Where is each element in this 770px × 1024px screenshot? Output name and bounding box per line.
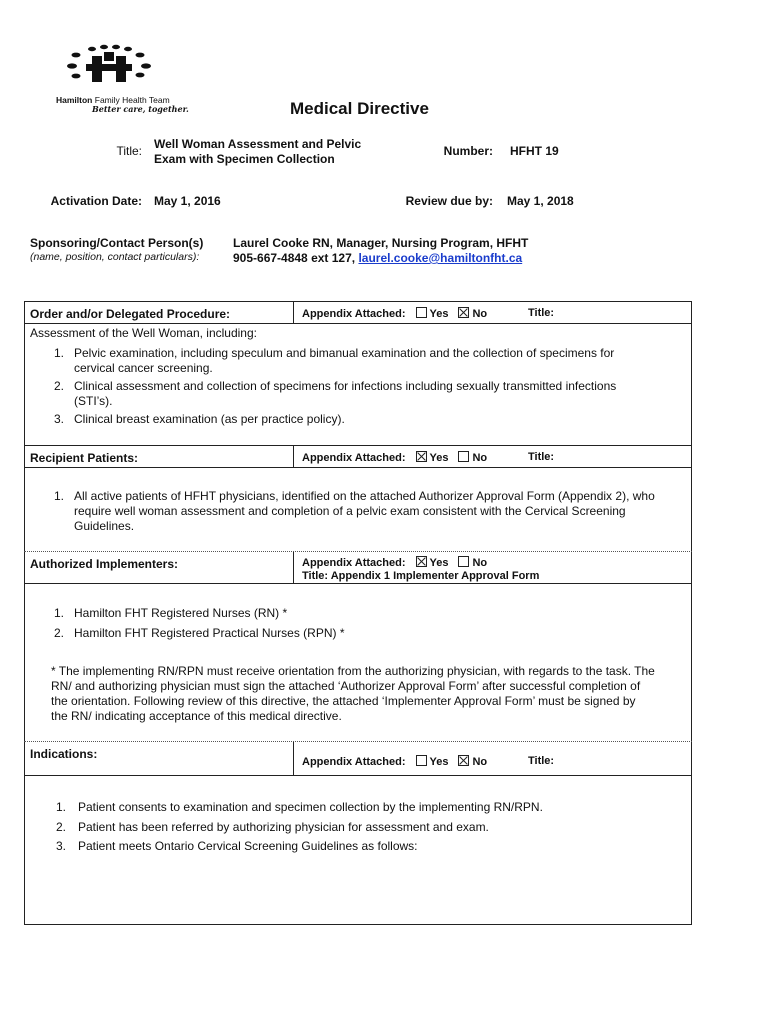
recipient-heading: Recipient Patients: bbox=[30, 451, 139, 465]
recipient-appendix-row: Appendix Attached: Yes No bbox=[302, 452, 488, 464]
implementers-heading: Authorized Implementers: bbox=[30, 557, 179, 571]
implementers-note: * The implementing RN/RPN must receive orientation from the authorizing physician, with regards to the task. The RN/ and authorizing physician must sign the attached ‘Authorizer Approval Form’ after successful completion of the orientation. Following review of this directive, the attached ‘Implementer Approval Form’ must be signed by the RN/ indicating acceptance of this medical directive. bbox=[51, 664, 655, 723]
sponsor-contact bbox=[233, 251, 522, 265]
directive-number: HFHT 19 bbox=[510, 144, 559, 158]
logo-tagline: Better care, together. bbox=[92, 104, 189, 114]
review-due-label: Review due by: bbox=[405, 194, 493, 208]
implementers-yes-checkbox[interactable] bbox=[416, 556, 427, 567]
sponsor-name: Laurel Cooke RN, Manager, Nursing Program, HFHT bbox=[233, 236, 529, 250]
order-no-checkbox[interactable] bbox=[458, 307, 469, 318]
activation-date: May 1, 2016 bbox=[154, 194, 221, 208]
logo-name: Hamilton Family Health Team bbox=[56, 95, 170, 105]
number-label: Number: bbox=[443, 144, 493, 158]
recipient-yes-checkbox[interactable] bbox=[416, 451, 427, 462]
activation-date-label: Activation Date: bbox=[50, 194, 142, 208]
implementers-appendix-row: Appendix Attached: Yes No bbox=[302, 557, 488, 569]
indications-heading: Indications: bbox=[30, 747, 98, 761]
sponsor-sublabel: (name, position, contact particulars): bbox=[30, 251, 200, 263]
document-title: Medical Directive bbox=[290, 99, 429, 118]
sponsor-email-link[interactable]: laurel.cooke@hamiltonfht.ca bbox=[358, 251, 523, 265]
indications-appendix-row: Appendix Attached: Yes No bbox=[302, 756, 488, 768]
sponsor-label: Sponsoring/Contact Person(s) bbox=[30, 236, 204, 250]
indications-yes-checkbox[interactable] bbox=[416, 755, 427, 766]
sponsor-phone: 905-667-4848 ext 127, bbox=[233, 251, 356, 265]
directive-title-line1: Well Woman Assessment and Pelvic bbox=[154, 137, 362, 151]
indications-no-checkbox[interactable] bbox=[458, 755, 469, 766]
order-heading: Order and/or Delegated Procedure: bbox=[30, 307, 231, 321]
order-intro: Assessment of the Well Woman, including: bbox=[30, 326, 257, 340]
order-title-label: Title: bbox=[528, 307, 555, 319]
indications-title-label: Title: bbox=[528, 755, 555, 767]
title-label: Title: bbox=[116, 144, 142, 158]
recipient-no-checkbox[interactable] bbox=[458, 451, 469, 462]
order-appendix-row: Appendix Attached: Yes No bbox=[302, 308, 488, 320]
order-yes-checkbox[interactable] bbox=[416, 307, 427, 318]
directive-title-line2: Exam with Specimen Collection bbox=[154, 152, 335, 166]
implementers-no-checkbox[interactable] bbox=[458, 556, 469, 567]
review-due-date: May 1, 2018 bbox=[507, 194, 574, 208]
recipient-title-label: Title: bbox=[528, 451, 555, 463]
implementers-appendix-title: Title: Appendix 1 Implementer Approval Form bbox=[302, 570, 540, 582]
